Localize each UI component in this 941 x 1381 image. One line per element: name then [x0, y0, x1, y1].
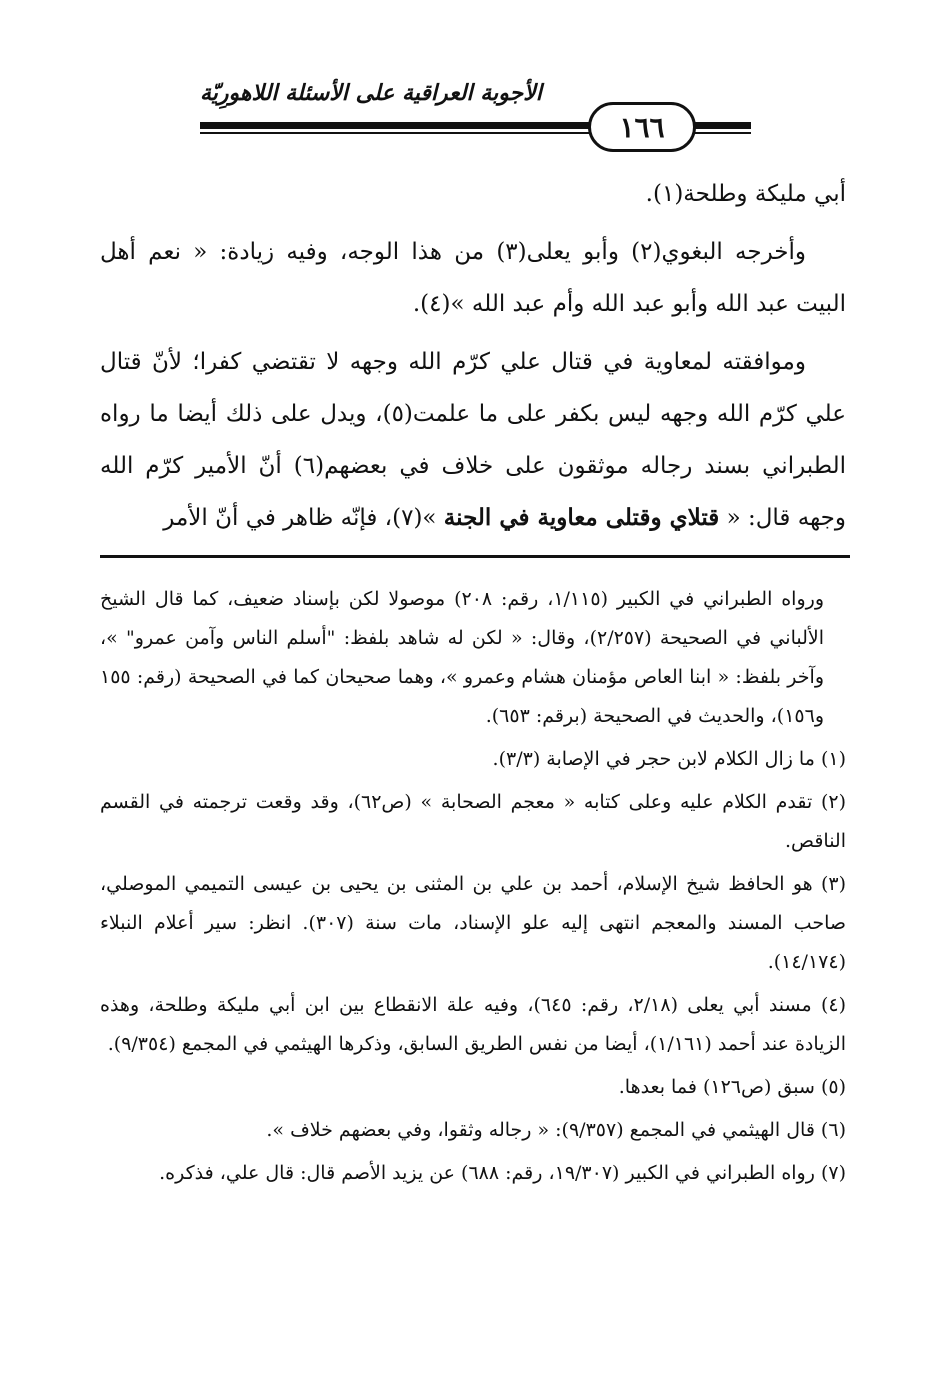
- hadith-quote-bold: قتلاي وقتلى معاوية في الجنة: [443, 504, 720, 531]
- paragraph-3: [100, 336, 846, 544]
- page-number: ١٦٦: [588, 102, 696, 152]
- footnote-1: (١) ما زال الكلام لابن حجر في الإصابة (٣/٣).: [492, 748, 846, 770]
- paragraph-3-part-a: وموافقته لمعاوية في قتال علي كرّم الله وجهه لا تقتضي كفرا؛ لأنّ قتال علي كرّم الله وجهه ليس بكفر على ما علمت(٥)، ويدل على ذلك أيضا ما رواه الطبراني بسند رجاله موثقون على خلاف في بعضهم(٦) أنّ الأمير كرّم الله وجهه قال: «: [100, 349, 846, 531]
- running-title: الأجوبة العراقية على الأسئلة اللاهورِيّة: [200, 80, 542, 106]
- footnote-continuation: ورواه الطبراني في الكبير (١/١١٥، رقم: ٢٠٨) موصولا لكن بإسناد ضعيف، كما قال الشيخ الألباني في الصحيحة (٢/٢٥٧)، وقال: « لكن له شاهد بلفظ: "أسلم الناس وآمن عمرو" »، وآخر بلفظ: « ابنا العاص مؤمنان هشام وعمرو »، وهما صحيحان كما في الصحيحة (رقم: ١٥٥ و١٥٦)، والحديث في الصحيحة (برقم: ٦٥٣).: [100, 588, 824, 727]
- footnotes: [100, 580, 846, 1197]
- page-header: [100, 0, 846, 150]
- footnote-6: (٦) قال الهيثمي في المجمع (٩/٣٥٧): « رجاله وثقوا، وفي بعضهم خلاف ».: [266, 1119, 846, 1141]
- footnote-3: (٣) هو الحافظ شيخ الإسلام، أحمد بن علي بن المثنى بن يحيى بن عيسى التميمي الموصلي، صاحب المسند والمعجم انتهى إليه علو الإسناد، مات سنة (٣٠٧). انظر: سير أعلام النبلاء (١٤/١٧٤).: [100, 873, 846, 973]
- main-text: [100, 168, 846, 544]
- paragraph-1: أبي مليكة وطلحة(١).: [645, 181, 846, 207]
- footnote-5: (٥) سبق (ص١٢٦) فما بعدها.: [618, 1076, 846, 1098]
- paragraph-3-part-b: »(٧)، فإنّه ظاهر في أنّ الأمر: [163, 505, 437, 531]
- footnote-2: (٢) تقدم الكلام عليه وعلى كتابه « معجم الصحابة » (ص٦٢)، وقد وقعت ترجمته في القسم الناقص.: [100, 791, 846, 852]
- footnote-7: (٧) رواه الطبراني في الكبير (١٩/٣٠٧، رقم: ٦٨٨) عن يزيد الأصم قال: قال علي، فذكره.: [159, 1162, 846, 1184]
- footnote-4: (٤) مسند أبي يعلى (٢/١٨، رقم: ٦٤٥)، وفيه علة الانقطاع بين ابن أبي مليكة وطلحة، وهذه الزيادة عند أحمد (١/١٦١)، أيضا من نفس الطريق السابق، وذكرها الهيثمي في المجمع (٩/٣٥٤).: [100, 994, 846, 1055]
- paragraph-2: وأخرجه البغوي(٢) وأبو يعلى(٣) من هذا الوجه، وفيه زيادة: « نعم أهل البيت عبد الله وأبو عبد الله وأم عبد الله »(٤).: [100, 239, 846, 317]
- footnote-separator: [100, 555, 850, 558]
